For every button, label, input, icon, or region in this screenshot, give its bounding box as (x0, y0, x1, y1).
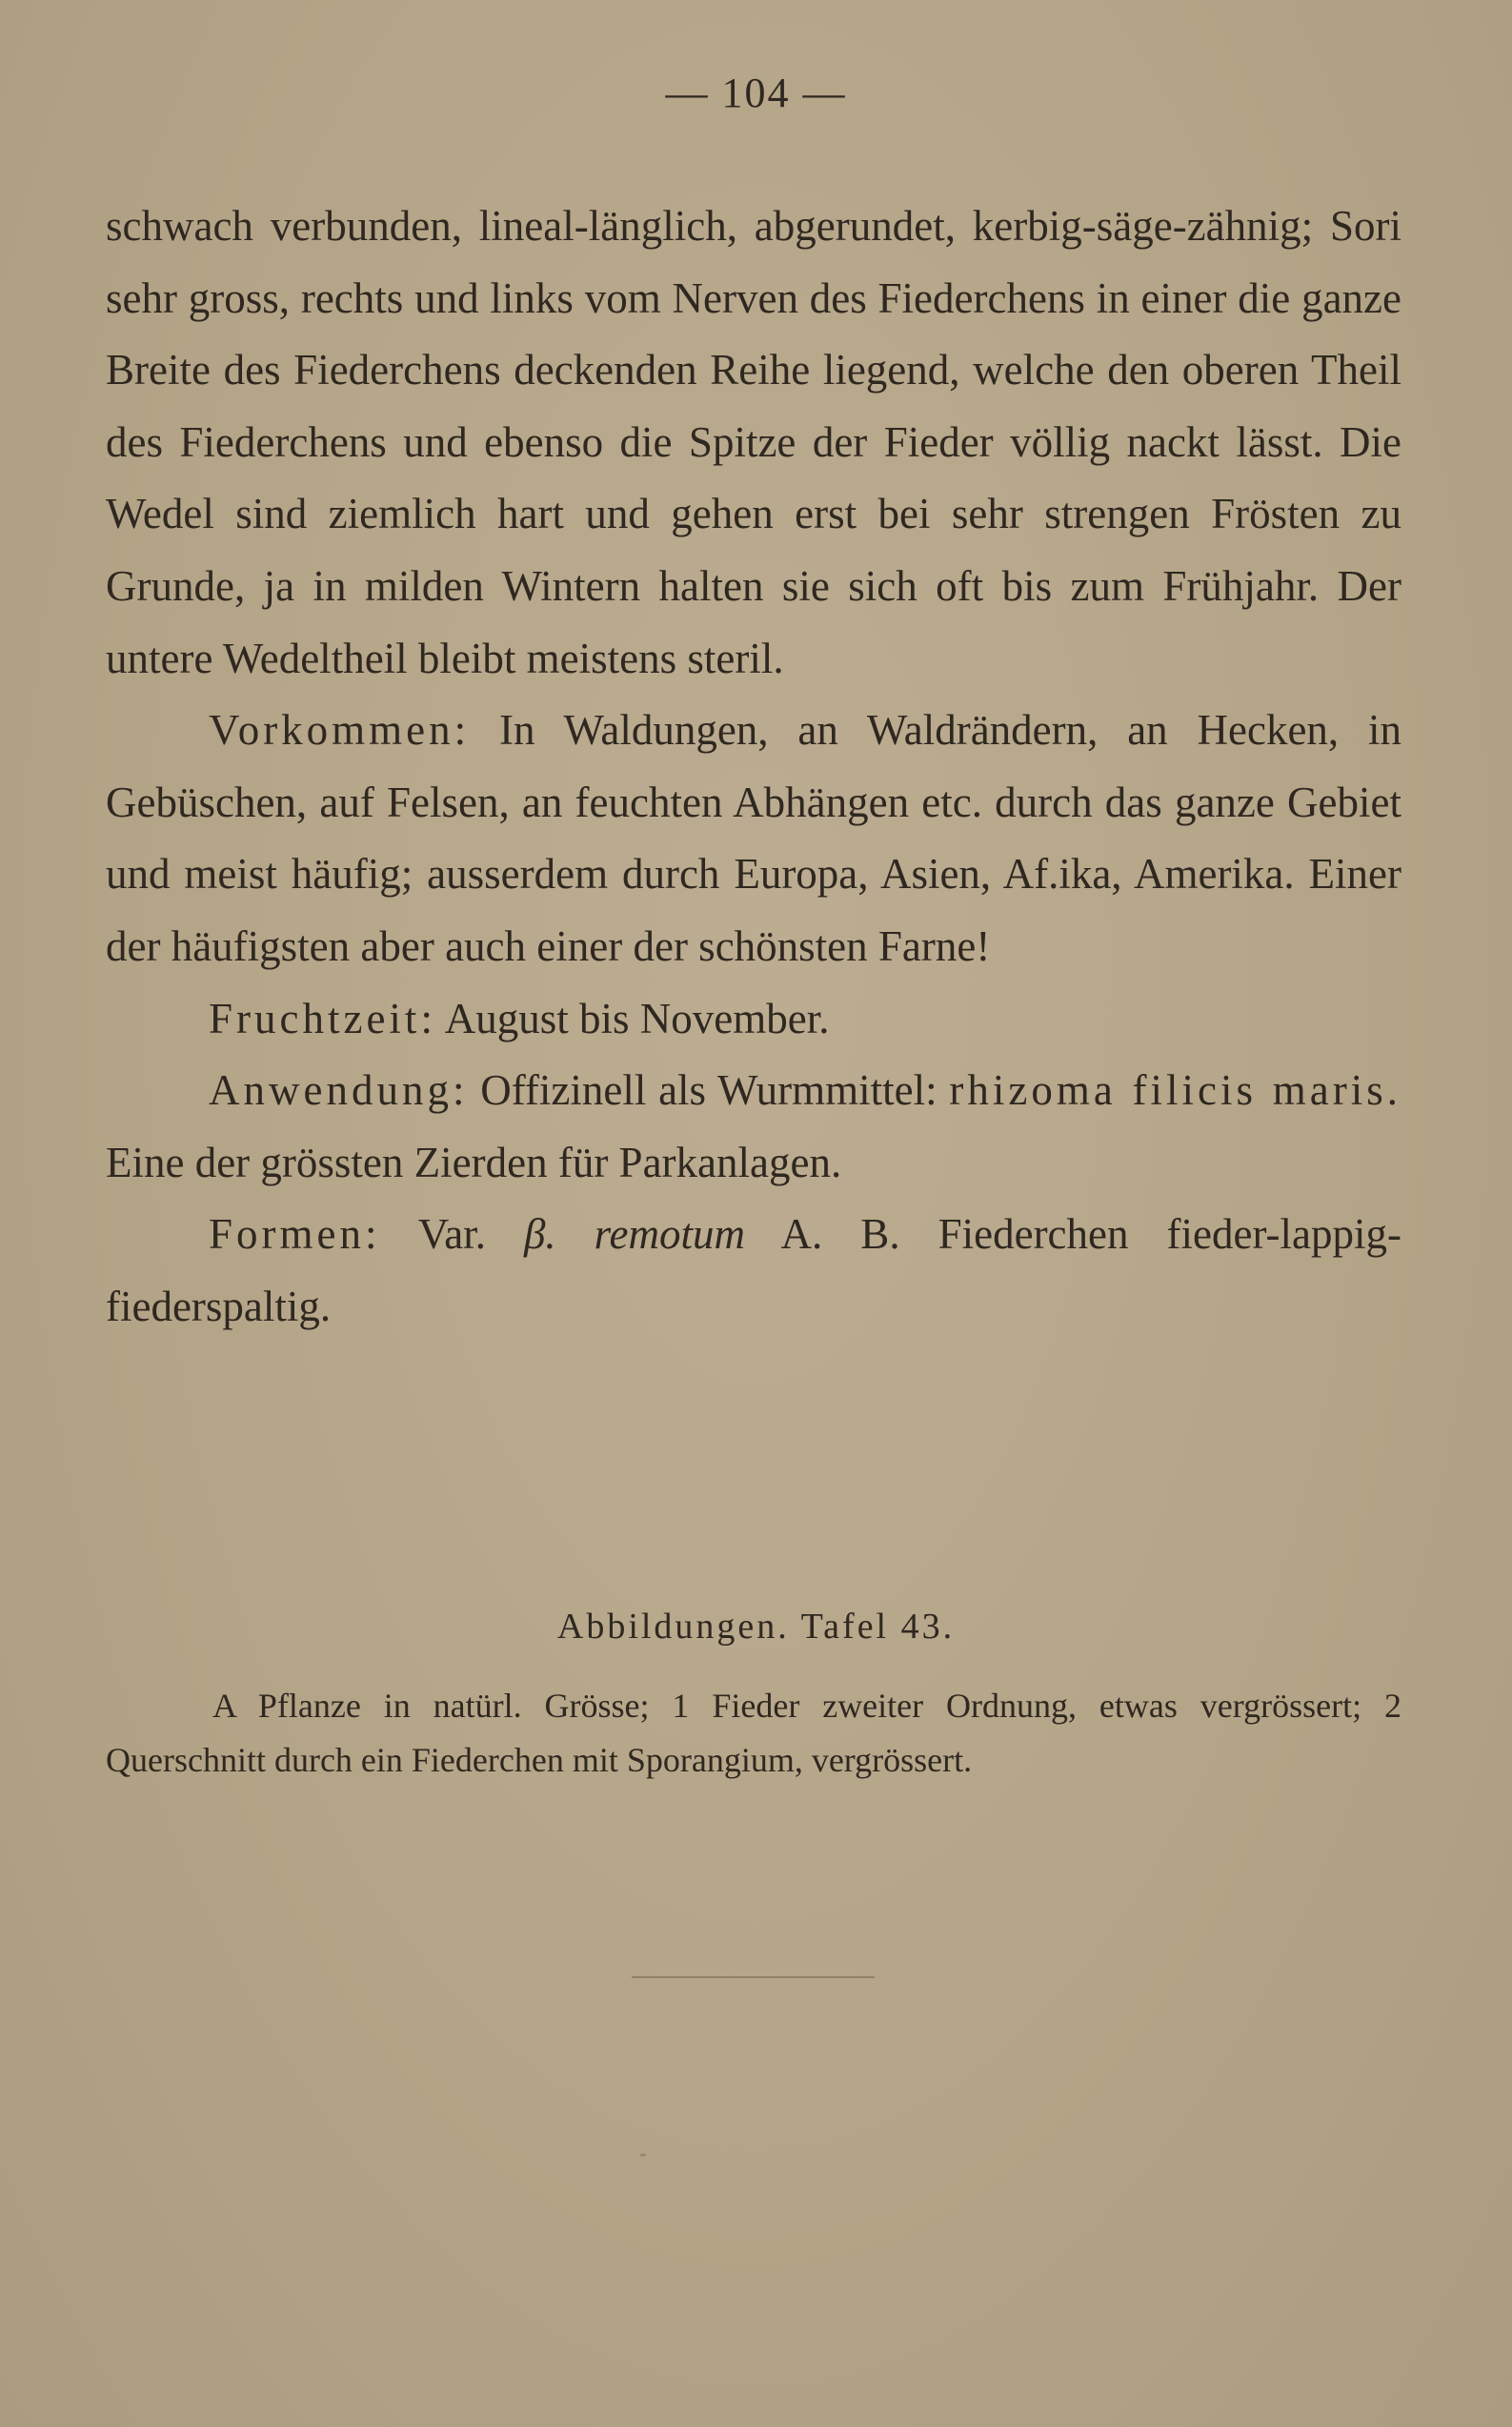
paper-speck (640, 2154, 646, 2156)
label-formen: Formen: (209, 1210, 381, 1259)
caption-title: Abbildungen. Tafel 43. (556, 1607, 956, 1647)
text-formen: Var. (380, 1210, 524, 1259)
text-formen-after: A. B. Fiederchen fieder-lappig-fiederspaltig. (106, 1210, 1401, 1330)
text-anwendung-after: Eine der grössten Zierden für Parkanlagen. (106, 1138, 842, 1186)
paragraph-vorkommen (106, 695, 1401, 982)
variety-name: β. remotum (523, 1210, 745, 1259)
term-rhizoma: rhizoma filicis maris. (949, 1066, 1401, 1115)
label-vorkommen: Vorkommen: (209, 706, 471, 755)
caption-body: A Pflanze in natürl. Grösse; 1 Fieder zweiter Ordnung, etwas vergrössert; 2 Querschnitt durch ein Fiederchen mit Sporangium, vergrössert. (106, 1687, 1401, 1779)
paragraph-anwendung (106, 1055, 1401, 1199)
body-text (106, 191, 1401, 1344)
paragraph-formen (106, 1199, 1401, 1343)
label-anwendung: Anwendung: (209, 1066, 469, 1115)
paragraph-fruchtzeit (106, 983, 1401, 1056)
paragraph-description-text: schwach verbunden, lineal-länglich, abgerundet, kerbig-säge-zähnig; Sori sehr gross, rechts und links vom Nerven des Fiederchens in einer die ganze Breite des Fiederchens deckenden Reihe liegend, welche den oberen Theil des Fiederchens und ebenso die Spitze der Fieder völlig nackt lässt. Die Wedel sind ziemlich hart und gehen erst bei sehr strengen Frösten zu Grunde, ja in milden Wintern halten sie sich oft bis zum Frühjahr. Der untere Wedeltheil bleibt meistens steril. (106, 202, 1401, 682)
section-divider (632, 1976, 875, 1978)
text-fruchtzeit: August bis November. (435, 994, 830, 1042)
paragraph-description (106, 191, 1401, 695)
text-vorkommen: In Waldungen, an Waldrändern, an Hecken, in Gebüschen, auf Felsen, an feuchten Abhängen etc. durch das ganze Gebiet und meist häufig; ausserdem durch Europa, Asien, Af.ika, Amerika. Einer der häufigsten aber auch einer der schönsten Farne! (106, 706, 1401, 970)
page-number: — 104 — (665, 70, 847, 116)
label-fruchtzeit: Fruchtzeit: (209, 994, 436, 1042)
text-anwendung: Offizinell als Wurmmittel: (468, 1066, 950, 1115)
